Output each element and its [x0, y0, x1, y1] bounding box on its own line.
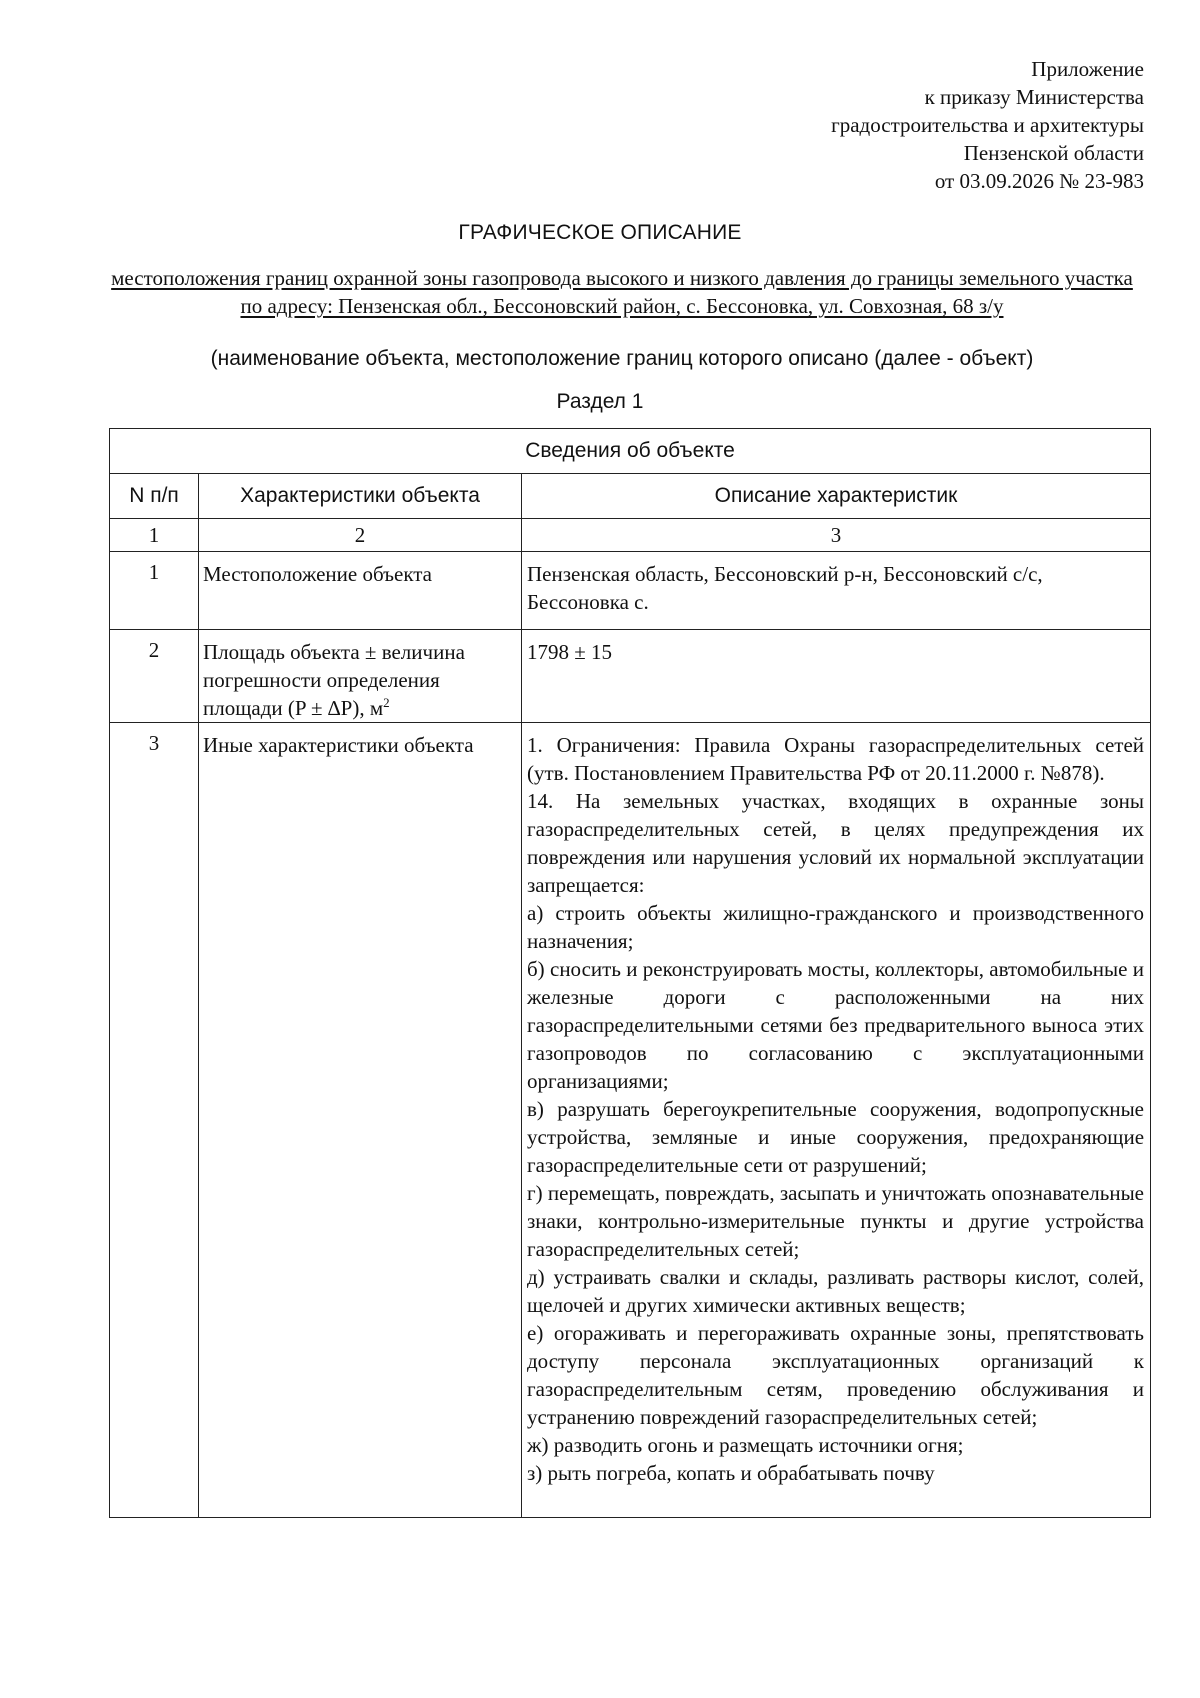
header-order-date-number: от 03.09.2026 № 23-983 — [934, 169, 1144, 193]
description-paragraph: е) огораживать и перегораживать охранные зоны, препятствовать доступу персонала эксплуатационных организаций к газораспределительным сетям, проведению обслуживания и устранению повреждений газораспределительных сетей; — [527, 1321, 1145, 1429]
row-number: 1 — [110, 552, 199, 630]
header-line: градостроительства и архитектуры — [831, 113, 1144, 137]
description-paragraph: в) разрушать берегоукрепительные сооружения, водопропускные устройства, земляные и иные сооружения, предохраняющие газораспределительные сети от разрушений; — [527, 1097, 1145, 1177]
column-number: 3 — [522, 519, 1151, 552]
table-row — [110, 552, 1151, 630]
header-line: Приложение — [1031, 57, 1144, 81]
object-name — [100, 264, 1144, 320]
description-paragraph: а) строить объекты жилищно-гражданского и производственного назначения; — [527, 901, 1145, 953]
table-row — [110, 723, 1151, 1518]
row-characteristic — [199, 630, 522, 723]
table-row — [110, 630, 1151, 723]
column-number: 1 — [110, 519, 199, 552]
description-paragraph: ж) разводить огонь и размещать источники огня; — [527, 1433, 964, 1457]
row-number: 2 — [110, 630, 199, 723]
characteristic-text: Площадь объекта ± величина погрешности определения площади (P ± ∆P), м — [203, 640, 465, 720]
header-line: к приказу Министерства — [924, 85, 1144, 109]
table-caption: Сведения об объекте — [110, 429, 1151, 474]
column-header-description: Описание характеристик — [522, 474, 1151, 519]
description-paragraph: з) рыть погреба, копать и обрабатывать почву — [527, 1461, 935, 1485]
row-number: 3 — [110, 723, 199, 1518]
column-numbers-row — [110, 519, 1151, 552]
object-name-caption: (наименование объекта, местоположение границ которого описано (далее - объект) — [210, 347, 1034, 370]
column-number: 2 — [199, 519, 522, 552]
section-title: Раздел 1 — [556, 390, 644, 413]
row-description — [522, 552, 1151, 630]
table-header-row — [110, 474, 1151, 519]
description-paragraph: 1. Ограничения: Правила Охраны газораспределительных сетей (утв. Постановлением Правительства РФ от 20.11.2000 г. №878). — [527, 733, 1145, 785]
object-name-text: местоположения границ охранной зоны газопровода высокого и низкого давления до границы земельного участка по адресу: Пензенская обл., Бессоновский район, с. Бессоновка, ул. Совхозная, 68 з/у — [111, 266, 1133, 318]
row-characteristic: Иные характеристики объекта — [199, 723, 522, 1518]
description-paragraph: Пензенская область, Бессоновский р-н, Бессоновский с/с, Бессоновка с. — [527, 562, 1043, 614]
table-caption-row — [110, 429, 1151, 474]
order-attachment-header — [544, 55, 1144, 195]
row-characteristic: Местоположение объекта — [199, 552, 522, 630]
description-paragraph: г) перемещать, повреждать, засыпать и уничтожать опознавательные знаки, контрольно-измерительные пункты и другие устройства газораспределительных сетей; — [527, 1181, 1145, 1261]
object-info-table — [109, 428, 1151, 1518]
column-header-characteristic: Характеристики объекта — [199, 474, 522, 519]
description-paragraph: б) сносить и реконструировать мосты, коллекторы, автомобильные и железные дороги с расположенными на них газораспределительными сетями без предварительного выноса этих газопроводов по согласованию с эксплуатационными организациями; — [527, 957, 1145, 1093]
document-title: ГРАФИЧЕСКОЕ ОПИСАНИЕ — [458, 221, 742, 244]
description-paragraph: 14. На земельных участках, входящих в охранные зоны газораспределительных сетей, в целях предупреждения их повреждения или нарушения условий их нормальной эксплуатации запрещается: — [527, 789, 1145, 897]
description-paragraph: 1798 ± 15 — [527, 640, 613, 664]
row-description — [522, 630, 1151, 723]
row-description — [522, 723, 1151, 1518]
column-header-number: N п/п — [110, 474, 199, 519]
header-line: Пензенской области — [963, 141, 1144, 165]
description-paragraph: д) устраивать свалки и склады, разливать растворы кислот, солей, щелочей и других химически активных веществ; — [527, 1265, 1145, 1317]
unit-superscript: 2 — [383, 695, 390, 710]
